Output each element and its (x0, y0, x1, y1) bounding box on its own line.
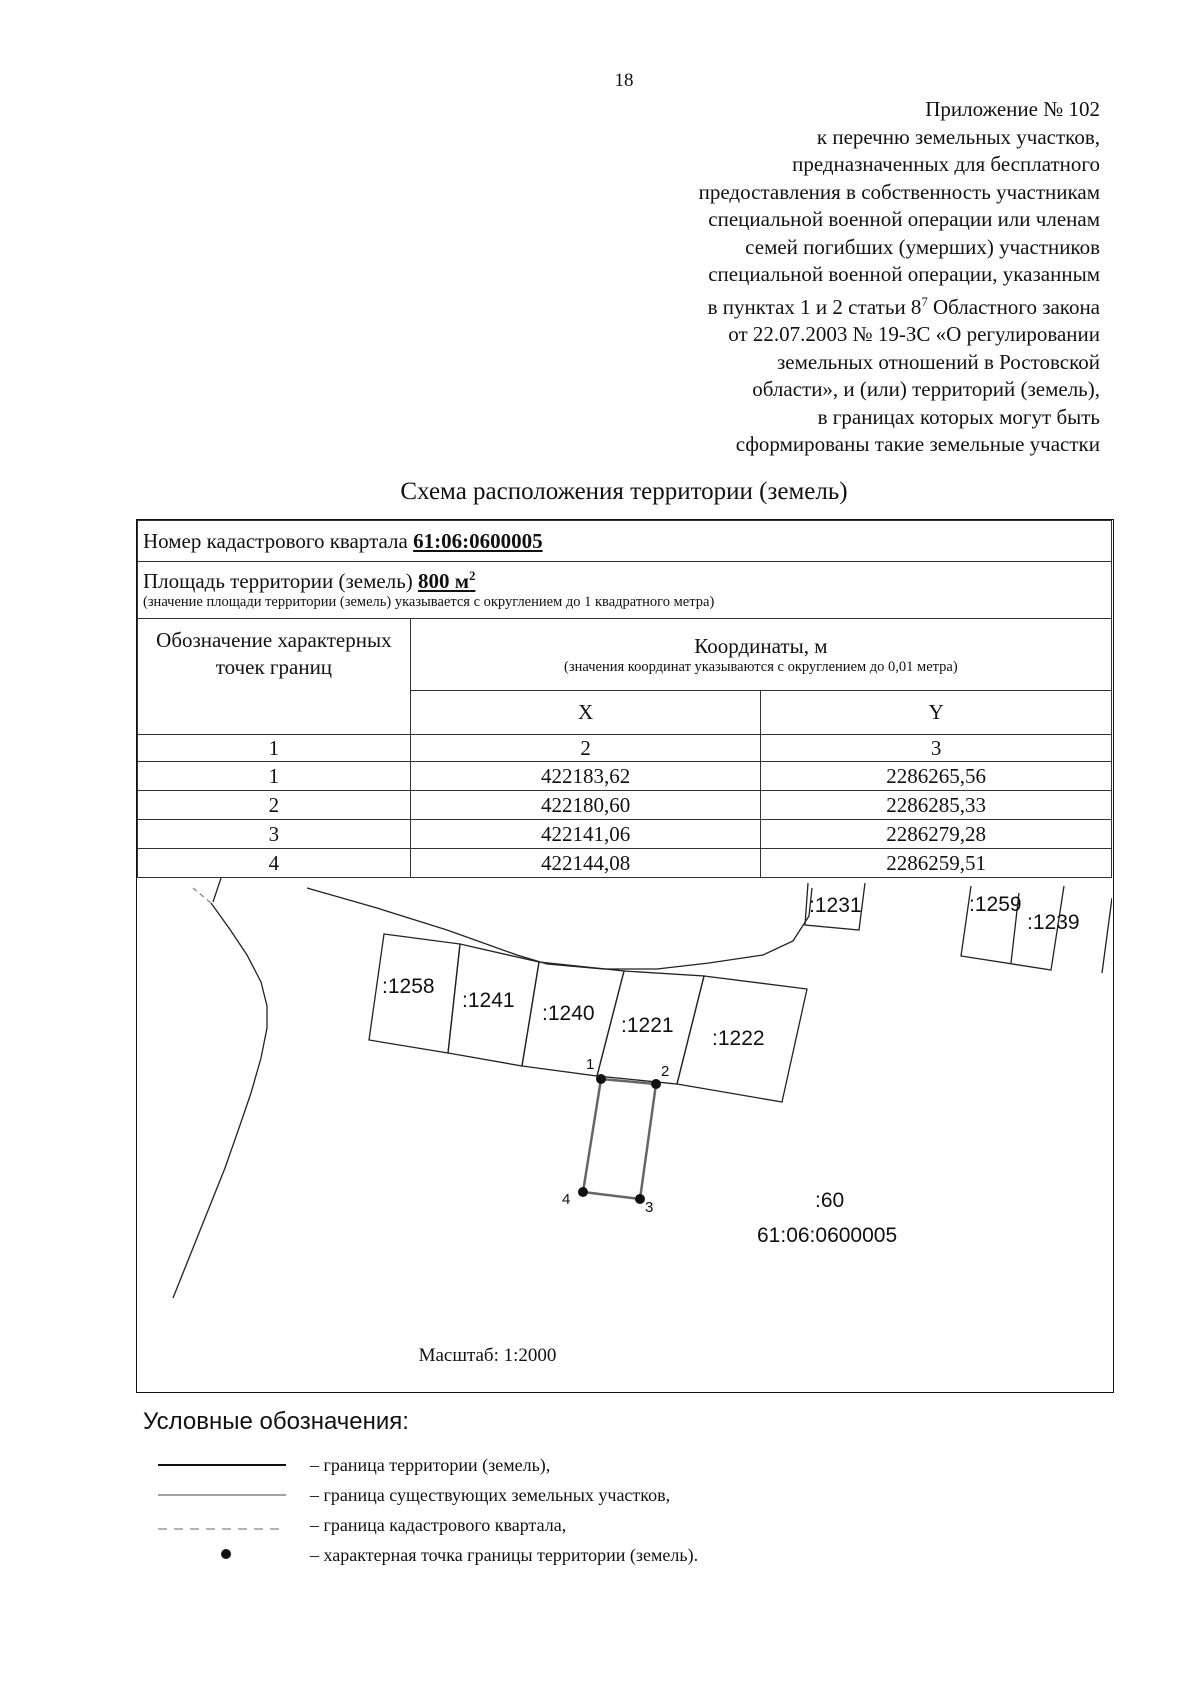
appendix-line-part: Областного закона (927, 294, 1100, 319)
numbering-cell: 1 (138, 735, 411, 762)
boundary-point-label: 4 (562, 1191, 571, 1208)
x-cell: 422144,08 (410, 849, 761, 878)
appendix-line-part: в пунктах 1 и 2 статьи 8 (707, 294, 922, 319)
boundary-point (578, 1187, 588, 1197)
boundary-point-symbol (158, 1541, 286, 1569)
area-unit-superscript: 2 (469, 569, 476, 583)
numbering-cell: 3 (761, 735, 1112, 762)
appendix-line: области», и (или) территорий (земель), (752, 377, 1100, 401)
table-row (138, 849, 1112, 878)
appendix-line: земельных отношений в Ростовской (776, 349, 1100, 374)
legend-text: – граница существующих земельных участков, (310, 1485, 671, 1505)
table-row (138, 762, 1112, 791)
boundary-points (137, 878, 1112, 1393)
y-cell: 2286265,56 (761, 762, 1112, 791)
appendix-line: от 22.07.2003 № 19-ЗС «О регулировании (728, 322, 1100, 346)
parcel-label: :1222 (712, 1027, 765, 1050)
territory-boundary-symbol (158, 1451, 286, 1479)
legend-text: – граница кадастрового квартала, (310, 1515, 567, 1535)
parcel-label: :1231 (809, 894, 862, 917)
parcel-label: :1259 (969, 893, 1022, 916)
appendix-line: в границах которых могут быть (817, 404, 1100, 429)
cadastral-number: 61:06:0600005 (413, 528, 543, 553)
y-column-header: Y (761, 691, 1112, 735)
coordinates-table (137, 520, 1112, 878)
boundary-point-label: 2 (661, 1063, 670, 1080)
boundary-point (651, 1079, 661, 1089)
legend-text: – граница территории (земель), (310, 1455, 551, 1475)
boundary-point (596, 1074, 606, 1084)
scheme-map (137, 878, 1112, 1393)
legend-item (150, 1481, 950, 1509)
points-column-header: Обозначение характерных точек границ (138, 619, 411, 735)
appendix-line: сформированы такие земельные участки (735, 432, 1100, 456)
legend-item (150, 1511, 950, 1539)
coordinates-header: Координаты, м (694, 633, 828, 658)
table-row (138, 791, 1112, 820)
parcel-label: :1239 (1027, 911, 1080, 934)
legend-text: – характерная точка границы территории (земель). (310, 1545, 699, 1565)
scheme-title: Схема расположения территории (земель) (400, 478, 848, 505)
legend-title: Условные обозначения: (143, 1408, 409, 1435)
cadastral-label: Номер кадастрового квартала (143, 528, 414, 553)
point-cell: 2 (138, 791, 411, 820)
point-cell: 4 (138, 849, 411, 878)
legend-item (150, 1541, 950, 1569)
page-number: 18 (614, 70, 634, 91)
point-cell: 1 (138, 762, 411, 791)
parcel-label: :1240 (542, 1002, 595, 1025)
appendix-line: предоставления в собственность участникам (698, 179, 1100, 204)
area-row (138, 562, 1112, 619)
block-label: :60 (815, 1189, 845, 1212)
appendix-line: к перечню земельных участков, (816, 124, 1100, 149)
legend-item (150, 1451, 950, 1479)
appendix-line: специальной военной операции или членам (708, 207, 1100, 231)
parcel-label: :1221 (621, 1014, 674, 1037)
y-cell: 2286285,33 (761, 791, 1112, 820)
area-label: Площадь территории (земель) (143, 569, 419, 593)
area-value: 800 м (418, 569, 470, 593)
parcel-label: :1241 (462, 989, 515, 1012)
coordinates-note: (значения координат указываются с округлением до 0,01 метра) (564, 658, 958, 675)
x-cell: 422180,60 (410, 791, 761, 820)
parcel-label: :1258 (382, 975, 435, 998)
boundary-point (635, 1194, 645, 1204)
map-scale: Масштаб: 1:2000 (418, 1345, 557, 1366)
coordinates-header-cell (410, 619, 1111, 691)
appendix-line: специальной военной операции, указанным (708, 262, 1100, 286)
y-cell: 2286259,51 (761, 849, 1112, 878)
scheme-frame (136, 519, 1114, 1393)
article-superscript: 7 (921, 294, 928, 309)
boundary-point-label: 3 (645, 1199, 654, 1216)
cadastral-row (138, 521, 1112, 562)
appendix-line: семей погибших (умерших) участников (745, 234, 1100, 259)
appendix-line: Приложение № 102 (925, 97, 1100, 121)
point-cell: 3 (138, 820, 411, 849)
x-cell: 422183,62 (410, 762, 761, 791)
table-row (138, 820, 1112, 849)
quarter-boundary-symbol (158, 1511, 286, 1539)
x-column-header: X (410, 691, 761, 735)
x-cell: 422141,06 (410, 820, 761, 849)
boundary-point-label: 1 (586, 1056, 595, 1073)
y-cell: 2286279,28 (761, 820, 1112, 849)
quarter-label: 61:06:0600005 (757, 1224, 898, 1247)
parcel-boundary-symbol (158, 1481, 286, 1509)
appendix-line: предназначенных для бесплатного (792, 152, 1100, 176)
appendix-line (540, 289, 1100, 322)
appendix-header (540, 96, 1100, 459)
area-note: (значение площади территории (земель) указывается с округлением до 1 квадратного метра) (143, 594, 715, 610)
numbering-cell: 2 (410, 735, 761, 762)
